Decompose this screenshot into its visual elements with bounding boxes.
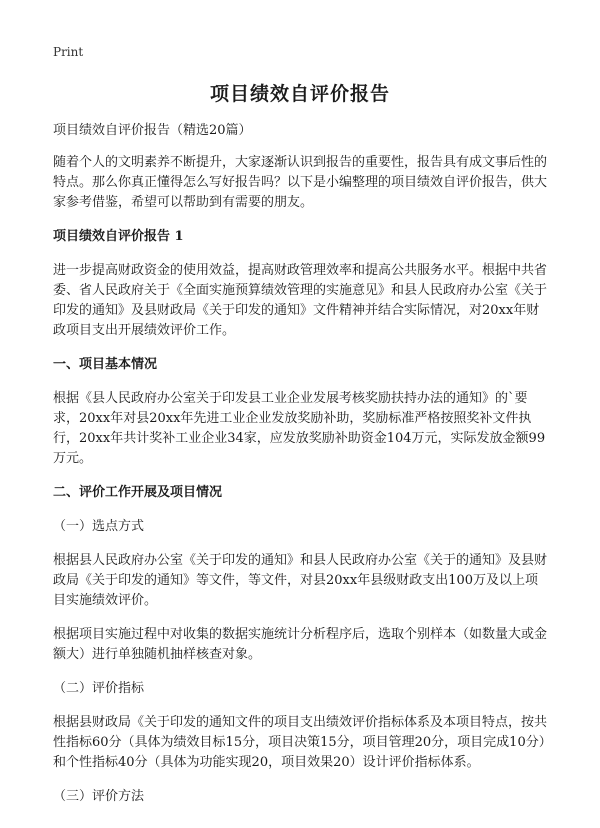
page-title: 项目绩效自评价报告 xyxy=(209,83,390,105)
basic-info-paragraph: 根据《县人民政府办公室关于印发县工业企业发展考核奖励扶持办法的通知》的`要求，20xx年对县20xx年先进工业企业发放奖励补助，奖励标准严格按照奖补文件执行，20xx年共计奖补工业企业34家，应发放奖励补助资金104万元，实际发放金额99万元。 xyxy=(53,391,546,466)
print-label: Print xyxy=(53,45,84,59)
report-heading: 项目绩效自评价报告 1 xyxy=(53,229,184,244)
subsection-heading-sampling: （一）选点方式 xyxy=(53,519,145,534)
section-heading-basic-info: 一、项目基本情况 xyxy=(53,357,158,372)
sampling-paragraph-1: 根据县人民政府办公室《关于印发的通知》和县人民政府办公室《关于的通知》及县财政局《关于印发的通知》等文件，等文件，对县20xx年县级财政支出100万及以上项目实施绩效评价。 xyxy=(53,553,548,608)
sampling-paragraph-2: 根据项目实施过程中对收集的数据实施统计分析程序后，选取个别样本（如数量大或金额大）进行单独随机抽样核查对象。 xyxy=(53,627,548,662)
report-paragraph: 进一步提高财政资金的使用效益，提高财政管理效率和提高公共服务水平。根据中共省委、省人民政府关于《全面实施预算绩效管理的实施意见》和县人民政府办公室《关于印发的通知》及县财政局《关于印发的通知》文件精神并结合实际情况，对20xx年财政项目支出开展绩效评价工作。 xyxy=(53,263,548,338)
subsection-heading-method: （三）评价方法 xyxy=(53,789,145,804)
indicators-paragraph: 根据县财政局《关于印发的通知文件的项目支出绩效评价指标体系及本项目特点，按共性指标60分（具体为绩效目标15分，项目决策15分，项目管理20分，项目完成10分）和个性指标40分（具体为功能实现20，项目效果20）设计评价指标体系。 xyxy=(53,715,548,770)
document-body xyxy=(53,121,547,821)
subsection-heading-indicators: （二）评价指标 xyxy=(53,681,145,696)
section-heading-evaluation: 二、评价工作开展及项目情况 xyxy=(53,485,223,500)
document-subtitle: 项目绩效自评价报告（精选20篇） xyxy=(53,123,252,138)
intro-paragraph: 随着个人的文明素养不断提升，大家逐渐认识到报告的重要性，报告具有成文事后性的特点。那么你真正懂得怎么写好报告吗？以下是小编整理的项目绩效自评价报告，供大家参考借鉴，希望可以帮助到有需要的朋友。 xyxy=(53,155,548,210)
